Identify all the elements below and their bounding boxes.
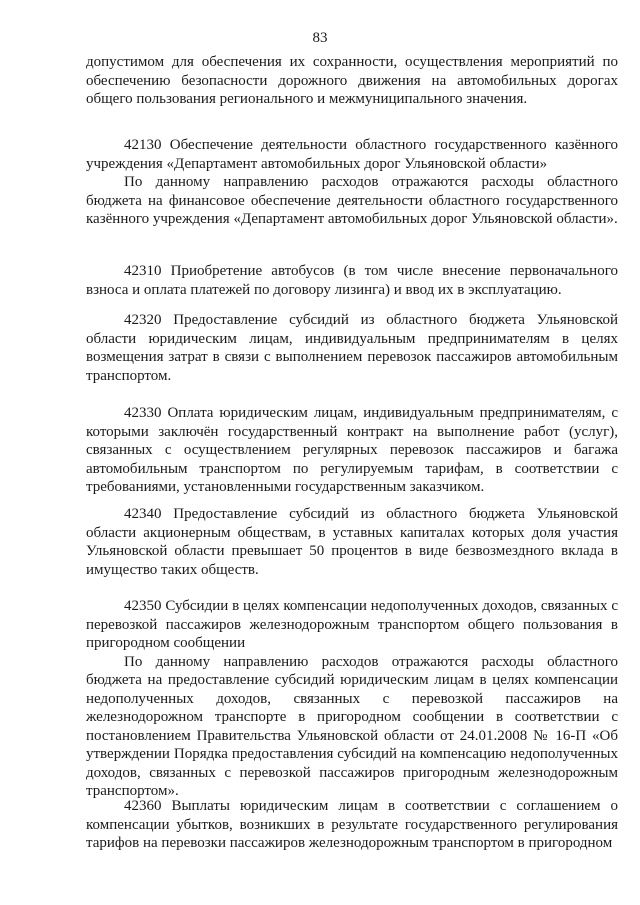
section-42360 [86,797,618,853]
section-42350 [86,597,618,801]
section-42340 [86,505,618,579]
section-42320 [86,311,618,385]
section-heading: 42310 Приобретение автобусов (в том числе внесение первоначального взноса и оплата платежей по договору лизинга) и ввод их в эксплуатацию. [86,263,618,298]
paragraph-continuation [86,53,618,109]
page-number: 83 [312,30,328,46]
section-42310 [86,262,618,299]
paragraph-text: По данному направлению расходов отражаются расходы областного бюджета на финансовое обеспечение деятельности областного государственного казённого учреждения «Департамент автомобильных дорог Ульяновской области». [86,174,618,227]
paragraph-text: допустимом для обеспечения их сохранности, осуществления мероприятий по обеспечению безопасности дорожного движения на автомобильных дорогах общего пользования регионального и межмуниципального значения. [86,54,618,107]
section-42130 [86,136,618,229]
section-heading: 42130 Обеспечение деятельности областного государственного казённого учреждения «Департамент автомобильных дорог Ульяновской области» [86,137,618,172]
section-heading: 42320 Предоставление субсидий из областного бюджета Ульяновской области юридическим лицам, индивидуальным предпринимателям в целях возмещения затрат в связи с выполнением перевозок пассажиров автомобильным транспортом. [86,312,618,384]
paragraph-text: По данному направлению расходов отражаются расходы областного бюджета на предоставление субсидий юридическим лицам в целях компенсации недополученных доходов, связанных с перевозкой пассажиров на железнодорожном транспорте в пригородном сообщении в соответствии с постановлением Правительства Ульяновской области от 24.01.2008 № 16-П «Об утверждении Порядка предоставления субсидий на компенсацию недополученных доходов, связанных с перевозкой пассажиров пригородным железнодорожным транспортом». [86,653,618,799]
section-heading: 42330 Оплата юридическим лицам, индивидуальным предпринимателям, с которыми заключён государственный контракт на выполнение работ (услуг), связанных с осуществлением регулярных перевозок пассажиров и багажа автомобильным транспортом по регулируемым тарифам, в соответствии с требованиями, установленными государственным заказчиком. [86,405,618,495]
section-heading: 42360 Выплаты юридическим лицам в соответствии с соглашением о компенсации убытков, возникших в результате государственного регулирования тарифов на перевозки пассажиров железнодорожным транспортом в пригородном [86,798,618,851]
section-heading: 42350 Субсидии в целях компенсации недополученных доходов, связанных с перевозкой пассажиров железнодорожным транспортом общего пользования в пригородном сообщении [86,598,618,651]
section-42330 [86,404,618,497]
section-heading: 42340 Предоставление субсидий из областного бюджета Ульяновской области акционерным обществам, в уставных капиталах которых доля участия Ульяновской области превышает 50 процентов в виде безвозмездного вклада в имущество таких обществ. [86,506,618,578]
